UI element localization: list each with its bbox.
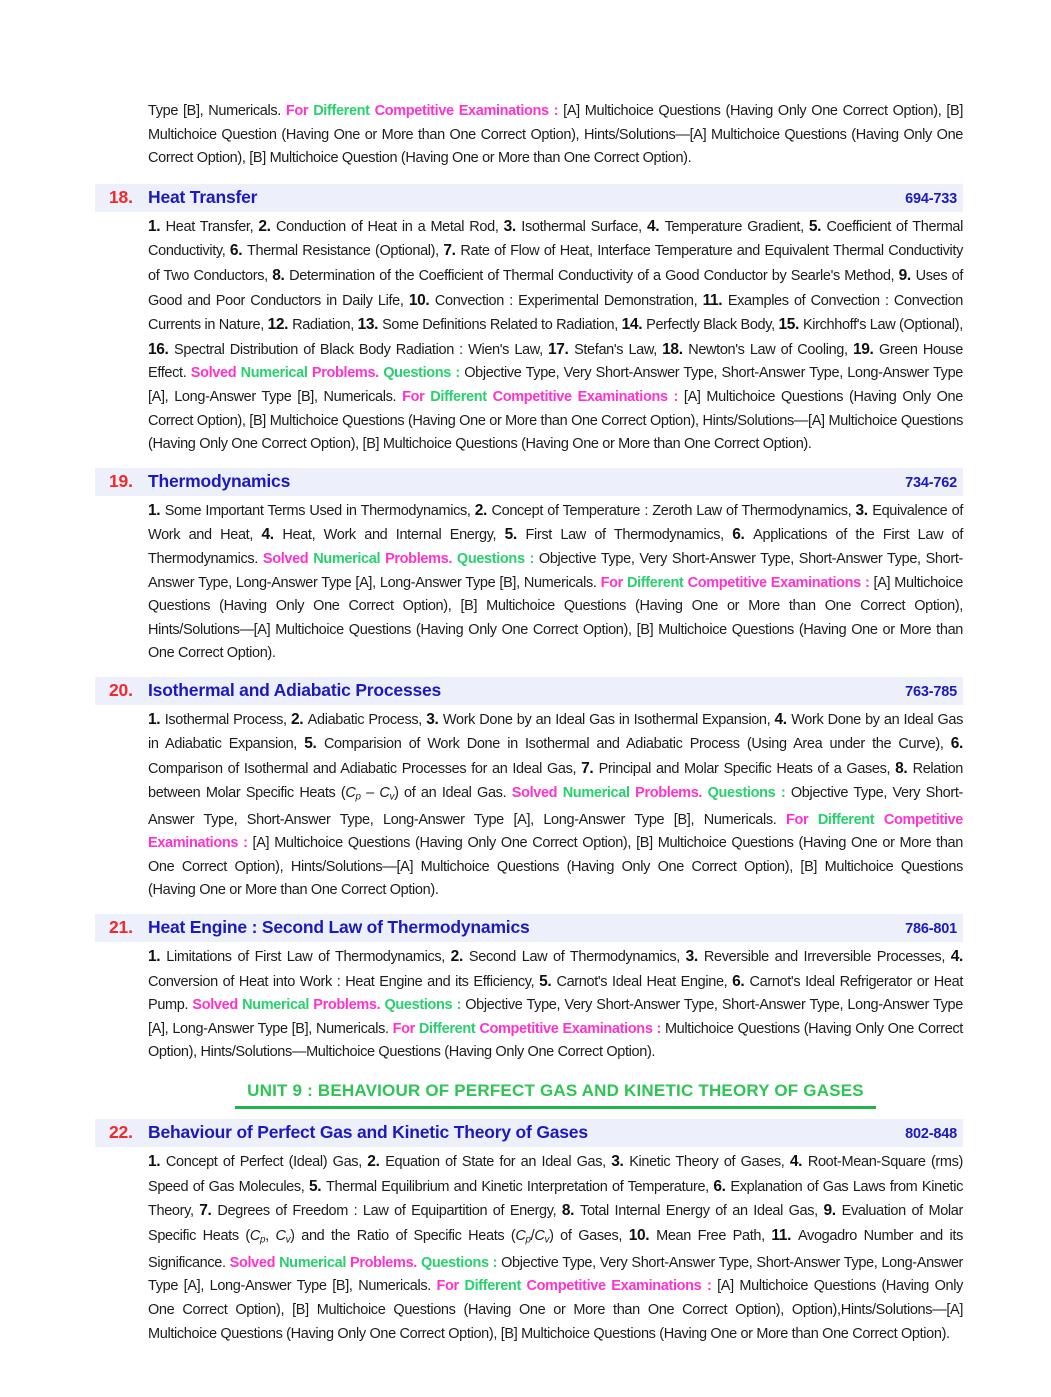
- text-segment: ) and the Ratio of Specific Heats (: [290, 1227, 516, 1244]
- unit-heading: UNIT 9 : BEHAVIOUR OF PERFECT GAS AND KINETIC THEORY OF GASES: [235, 1081, 876, 1109]
- text-segment: 5.: [808, 217, 827, 235]
- chapter-description: [148, 499, 963, 666]
- text-segment: 5.: [304, 735, 324, 753]
- text-segment: Evaluation of Molar Specific Heats (: [148, 1203, 963, 1244]
- text-segment: 7.: [199, 1202, 218, 1220]
- intro-paragraph: [148, 100, 963, 171]
- text-segment: 3.: [685, 948, 704, 966]
- text-segment: Different: [418, 1020, 480, 1037]
- text-segment: Equivalence of Work and Heat,: [148, 502, 963, 544]
- text-segment: C: [379, 784, 390, 801]
- text-segment: Numerical: [242, 997, 314, 1014]
- text-segment: 6.: [713, 1177, 731, 1195]
- text-segment: Applications of the First Law of Thermodynamics.: [148, 527, 964, 567]
- text-segment: 15.: [778, 316, 803, 334]
- text-segment: 1.: [148, 217, 166, 235]
- text-segment: 2.: [450, 948, 469, 966]
- text-segment: Different: [313, 103, 375, 119]
- text-segment: 2.: [474, 501, 492, 519]
- text-segment: Determination of the Coefficient of Thermal Conductivity of a Good Conductor by Searle's Method,: [289, 267, 899, 284]
- chapter-title: Thermodynamics: [148, 470, 291, 491]
- text-segment: For: [600, 574, 628, 591]
- text-segment: Questions :: [384, 997, 466, 1014]
- text-segment: 14.: [621, 316, 647, 334]
- text-segment: Thermal Resistance (Optional),: [246, 243, 444, 260]
- text-segment: Numerical: [562, 784, 636, 801]
- text-segment: 19.: [852, 340, 880, 358]
- text-segment: Root-Mean-Square (rms) Speed of Gas Molecules,: [148, 1154, 964, 1195]
- text-segment: Questions :: [707, 784, 791, 801]
- text-segment: For: [402, 388, 431, 405]
- text-segment: 9.: [823, 1202, 842, 1220]
- text-segment: 17.: [548, 340, 575, 358]
- text-segment: 9.: [898, 266, 916, 284]
- chapter-entry-22: [95, 1119, 963, 1346]
- text-segment: Different: [627, 574, 688, 591]
- chapter-description: [148, 708, 963, 903]
- text-segment: 6.: [732, 526, 754, 544]
- text-segment: Comparision of Work Done in Isothermal and Adiabatic Process (Using Area under the Curve),: [323, 736, 951, 753]
- text-segment: Relation between Molar Specific Heats (: [148, 761, 963, 801]
- text-segment: 8.: [561, 1202, 581, 1220]
- chapter-entry-21: [95, 914, 963, 1065]
- text-segment: [A] Multichoice Questions (Having Only One Correct Option), [B] Multichoice Questions (Having One or More than One Correct Option), Hints/Solutions—[A] Multichoice Questions (Having Only One Correct Option), [B] Multichoice Questions (Having One or More than One Correct Option).: [148, 835, 963, 899]
- text-segment: –: [360, 784, 380, 801]
- text-segment: ,: [265, 1227, 276, 1244]
- text-segment: 6.: [950, 735, 963, 753]
- text-segment: 7.: [443, 242, 461, 260]
- text-segment: /: [530, 1227, 535, 1244]
- text-segment: Questions :: [456, 550, 539, 567]
- text-segment: Avogadro Number and its Significance.: [148, 1227, 963, 1271]
- text-segment: Some Important Terms Used in Thermodynamics,: [164, 502, 475, 519]
- text-segment: Competitive Examinations :: [526, 1278, 718, 1295]
- text-segment: Adiabatic Process,: [307, 711, 427, 728]
- text-segment: Thermal Equilibrium and Kinetic Interpretation of Temperature,: [326, 1178, 714, 1195]
- text-segment: Different: [817, 811, 884, 828]
- text-segment: Different: [464, 1278, 527, 1295]
- text-segment: [A] Multichoice Questions (Having Only One Correct Option), [B] Multichoice Questions (Having One or More than One Correct Option), Hints/Solutions—[A] Multichoice Questions (Having Only One Correct Option), [B] Multichoice Questions (Having One or More than One Correct Option).: [148, 388, 963, 453]
- text-segment: [A] Multichoice Questions (Having Only One Correct Option), [B] Multichoice Questions (Having One or More than One Correct Option), Hints/Solutions—[A] Multichoice Questions (Having Only One Correct Option), [B] Multichoice Questions (Having One or More than One Correct Option).: [148, 574, 963, 662]
- text-segment: Competitive Examinations :: [374, 103, 564, 119]
- text-segment: Problems.: [635, 784, 708, 801]
- text-segment: C: [249, 1227, 260, 1244]
- text-segment: 5.: [309, 1177, 327, 1195]
- text-segment: 16.: [148, 340, 175, 358]
- text-segment: Newton's Law of Cooling,: [688, 341, 853, 358]
- text-segment: Competitive Examinations :: [687, 574, 874, 591]
- chapter-page-range: 786-801: [905, 921, 957, 938]
- text-segment: v: [544, 1234, 550, 1246]
- text-segment: v: [389, 791, 395, 803]
- text-segment: 3.: [855, 501, 873, 519]
- chapter-heading-row: [95, 677, 963, 705]
- text-segment: v: [285, 1234, 291, 1246]
- text-segment: For: [285, 103, 314, 119]
- text-segment: p: [259, 1234, 266, 1246]
- text-segment: 1.: [148, 1153, 166, 1171]
- text-segment: Competitive Examinations :: [148, 811, 963, 852]
- text-segment: 2.: [290, 710, 308, 728]
- text-segment: Concept of Perfect (Ideal) Gas,: [165, 1154, 368, 1171]
- text-segment: 4.: [789, 1153, 808, 1171]
- text-segment: C: [275, 1227, 286, 1244]
- chapter-number: 18.: [109, 186, 133, 207]
- text-segment: Problems.: [313, 997, 385, 1014]
- text-segment: Limitations of First Law of Thermodynamics,: [166, 949, 451, 966]
- chapter-entry-19: [95, 468, 963, 666]
- text-segment: Carnot's Ideal Heat Engine,: [556, 973, 733, 990]
- text-segment: 8.: [895, 760, 913, 778]
- text-segment: Carnot's Ideal Refrigerator or Heat Pump.: [148, 973, 964, 1014]
- text-segment: 6.: [732, 972, 750, 990]
- text-segment: 1.: [148, 501, 165, 519]
- text-segment: Degrees of Freedom : Law of Equipartition of Energy,: [217, 1203, 562, 1220]
- chapter-number: 19.: [109, 470, 133, 491]
- text-segment: Principal and Molar Specific Heats of a Gases,: [598, 761, 896, 778]
- text-segment: Heat Transfer,: [165, 218, 259, 235]
- text-segment: Total Internal Energy of an Ideal Gas,: [580, 1203, 824, 1220]
- chapter-description: [148, 215, 963, 457]
- text-segment: 5.: [504, 526, 526, 544]
- text-segment: Solved: [192, 997, 243, 1014]
- chapter-heading-row: [95, 1119, 963, 1147]
- text-segment: Multichoice Questions (Having Only One Correct Option), Hints/Solutions—Multichoice Questions (Having Only One Correct Option).: [148, 1020, 963, 1061]
- text-segment: Mean Free Path,: [656, 1227, 772, 1244]
- text-segment: First Law of Thermodynamics,: [525, 527, 733, 544]
- text-segment: Stefan's Law,: [574, 341, 663, 358]
- text-segment: Numerical: [279, 1254, 350, 1271]
- text-segment: 4.: [261, 526, 283, 544]
- text-segment: p: [525, 1234, 531, 1246]
- text-segment: Heat, Work and Internal Energy,: [282, 527, 505, 544]
- chapter-heading-row: [95, 184, 963, 212]
- text-segment: Work Done by an Ideal Gas in Isothermal Expansion,: [442, 711, 775, 728]
- chapter-description: [148, 945, 963, 1065]
- text-segment: Objective Type, Very Short-Answer Type, Short-Answer Type, Short-Answer Type, Long-Answer Type [A], Long-Answer Type [B], Numericals.: [148, 550, 963, 591]
- chapter-page-range: 734-762: [905, 474, 957, 491]
- text-segment: 10.: [408, 291, 435, 309]
- text-segment: Objective Type, Very Short-Answer Type, Short-Answer Type, Long-Answer Type [A], Long-Answer Type [B], Numericals.: [148, 997, 963, 1037]
- text-segment: 3.: [426, 710, 443, 728]
- chapter-page-range: 802-848: [905, 1126, 957, 1143]
- text-segment: Solved: [511, 784, 563, 801]
- text-segment: Problems.: [385, 550, 457, 567]
- text-segment: Isothermal Process,: [164, 711, 291, 728]
- chapter-heading-row: [95, 914, 963, 942]
- text-segment: Questions :: [383, 365, 465, 382]
- text-segment: Isothermal Surface,: [521, 218, 647, 235]
- text-segment: [A] Multichoice Questions (Having Only One Correct Option), [B] Multichoice Question (Having One or More than One Correct Option), Hints/Solutions—[A] Multichoice Questions (Having Only One Correct Option), [B] Multichoice Question (Having One or More than One Correct Option).: [148, 103, 964, 167]
- text-segment: Objective Type, Very Short-Answer Type, Short-Answer Type, Long-Answer Type [A], Long-Answer Type [B], Numericals.: [148, 1254, 964, 1295]
- text-segment: Explanation of Gas Laws from Kinetic Theory,: [148, 1178, 964, 1220]
- text-segment: Spectral Distribution of Black Body Radiation : Wien's Law,: [174, 341, 549, 358]
- text-segment: 2.: [258, 217, 277, 235]
- unit-heading-row: [148, 1081, 963, 1109]
- text-segment: C: [345, 784, 356, 801]
- text-segment: Conversion of Heat into Work : Heat Engine and its Efficiency,: [148, 973, 540, 990]
- text-segment: Radiation,: [292, 317, 358, 334]
- text-segment: 11.: [771, 1226, 798, 1244]
- chapter-page-range: 763-785: [905, 683, 957, 700]
- text-segment: Some Definitions Related to Radiation,: [382, 317, 622, 334]
- text-segment: Solved: [262, 550, 314, 567]
- chapter-number: 21.: [109, 917, 133, 938]
- text-segment: C: [534, 1227, 545, 1244]
- chapter-title: Heat Transfer: [148, 186, 258, 207]
- text-segment: 6.: [229, 242, 247, 260]
- text-segment: 3.: [611, 1153, 630, 1171]
- text-segment: Green House Effect.: [148, 341, 963, 382]
- text-segment: Equation of State for an Ideal Gas,: [385, 1154, 612, 1171]
- text-segment: Kirchhoff's Law (Optional),: [802, 317, 963, 334]
- text-segment: Solved: [229, 1254, 280, 1271]
- text-segment: Examples of Convection : Convection Currents in Nature,: [148, 292, 963, 334]
- text-segment: Conduction of Heat in a Metal Rod,: [276, 218, 504, 235]
- text-segment: 13.: [357, 316, 383, 334]
- text-segment: 1.: [148, 948, 167, 966]
- text-segment: Objective Type, Very Short-Answer Type, Short-Answer Type, Long-Answer Type [A], Long-Answer Type [B], Numericals.: [148, 784, 964, 828]
- text-segment: Second Law of Thermodynamics,: [468, 949, 686, 966]
- text-segment: 5.: [539, 972, 557, 990]
- text-segment: Work Done by an Ideal Gas in Adiabatic Expansion,: [148, 711, 963, 753]
- text-segment: For: [436, 1278, 465, 1295]
- text-segment: Uses of Good and Poor Conductors in Daily Life,: [148, 267, 964, 309]
- text-segment: Convection : Experimental Demonstration,: [434, 292, 703, 309]
- text-segment: For: [392, 1020, 419, 1037]
- text-segment: Objective Type, Very Short-Answer Type, Short-Answer Type, Long-Answer Type [A], Long-Answer Type [B], Numericals.: [148, 365, 963, 405]
- text-segment: 8.: [272, 266, 290, 284]
- text-segment: Perfectly Black Body,: [646, 317, 779, 334]
- text-segment: Rate of Flow of Heat, Interface Temperature and Equivalent Thermal Conductivity of Two Conductors,: [148, 243, 964, 284]
- text-segment: C: [515, 1227, 526, 1244]
- text-segment: Temperature Gradient,: [664, 218, 809, 235]
- text-segment: 4.: [774, 710, 792, 728]
- text-segment: Numerical: [240, 365, 312, 382]
- text-segment: Reversible and Irreversible Processes,: [703, 949, 951, 966]
- text-segment: 3.: [503, 217, 522, 235]
- chapter-title: Heat Engine : Second Law of Thermodynamics: [148, 917, 530, 938]
- chapter-entry-18: [95, 184, 963, 457]
- text-segment: ) of an Ideal Gas.: [394, 784, 512, 801]
- text-segment: For: [785, 811, 818, 828]
- text-segment: 10.: [628, 1226, 657, 1244]
- text-segment: Competitive Examinations :: [479, 1020, 665, 1037]
- text-segment: Competitive Examinations :: [492, 388, 684, 405]
- text-segment: 12.: [267, 316, 293, 334]
- text-segment: Numerical: [313, 550, 386, 567]
- text-segment: Comparison of Isothermal and Adiabatic Processes for an Ideal Gas,: [148, 761, 582, 778]
- text-segment: ) of Gases,: [549, 1227, 629, 1244]
- text-segment: 18.: [662, 340, 689, 358]
- text-segment: Solved: [190, 365, 241, 382]
- text-segment: Different: [430, 388, 493, 405]
- chapter-page-range: 694-733: [905, 190, 957, 207]
- text-segment: 1.: [148, 710, 165, 728]
- text-segment: [A] Multichoice Questions (Having Only One Correct Option), [B] Multichoice Questions (Having One or More than One Correct Option), Option),Hints/Solutions—[A] Multichoice Questions (Having Only One Correct Option), [B] Multichoice Questions (Having One or More than One Correct Option).: [148, 1278, 964, 1342]
- text-segment: 4.: [646, 217, 665, 235]
- chapter-number: 22.: [109, 1122, 133, 1143]
- text-segment: Problems.: [311, 365, 384, 382]
- text-segment: 7.: [581, 760, 599, 778]
- text-segment: 4.: [950, 948, 963, 966]
- text-segment: Concept of Temperature : Zeroth Law of Thermodynamics,: [491, 502, 856, 519]
- text-segment: Problems.: [350, 1254, 421, 1271]
- text-segment: 11.: [702, 291, 728, 309]
- text-segment: p: [355, 791, 361, 803]
- text-segment: Type [B], Numericals.: [148, 103, 286, 119]
- chapter-title: Behaviour of Perfect Gas and Kinetic Theory of Gases: [148, 1122, 588, 1143]
- chapter-entry-20: [95, 677, 963, 903]
- chapter-description: [148, 1150, 963, 1346]
- text-segment: Questions :: [420, 1254, 502, 1271]
- chapter-number: 20.: [109, 679, 133, 700]
- text-segment: Coefficient of Thermal Conductivity,: [148, 218, 964, 260]
- text-segment: Kinetic Theory of Gases,: [629, 1154, 790, 1171]
- text-segment: 2.: [367, 1153, 386, 1171]
- chapter-title: Isothermal and Adiabatic Processes: [148, 679, 442, 700]
- chapter-heading-row: [95, 468, 963, 496]
